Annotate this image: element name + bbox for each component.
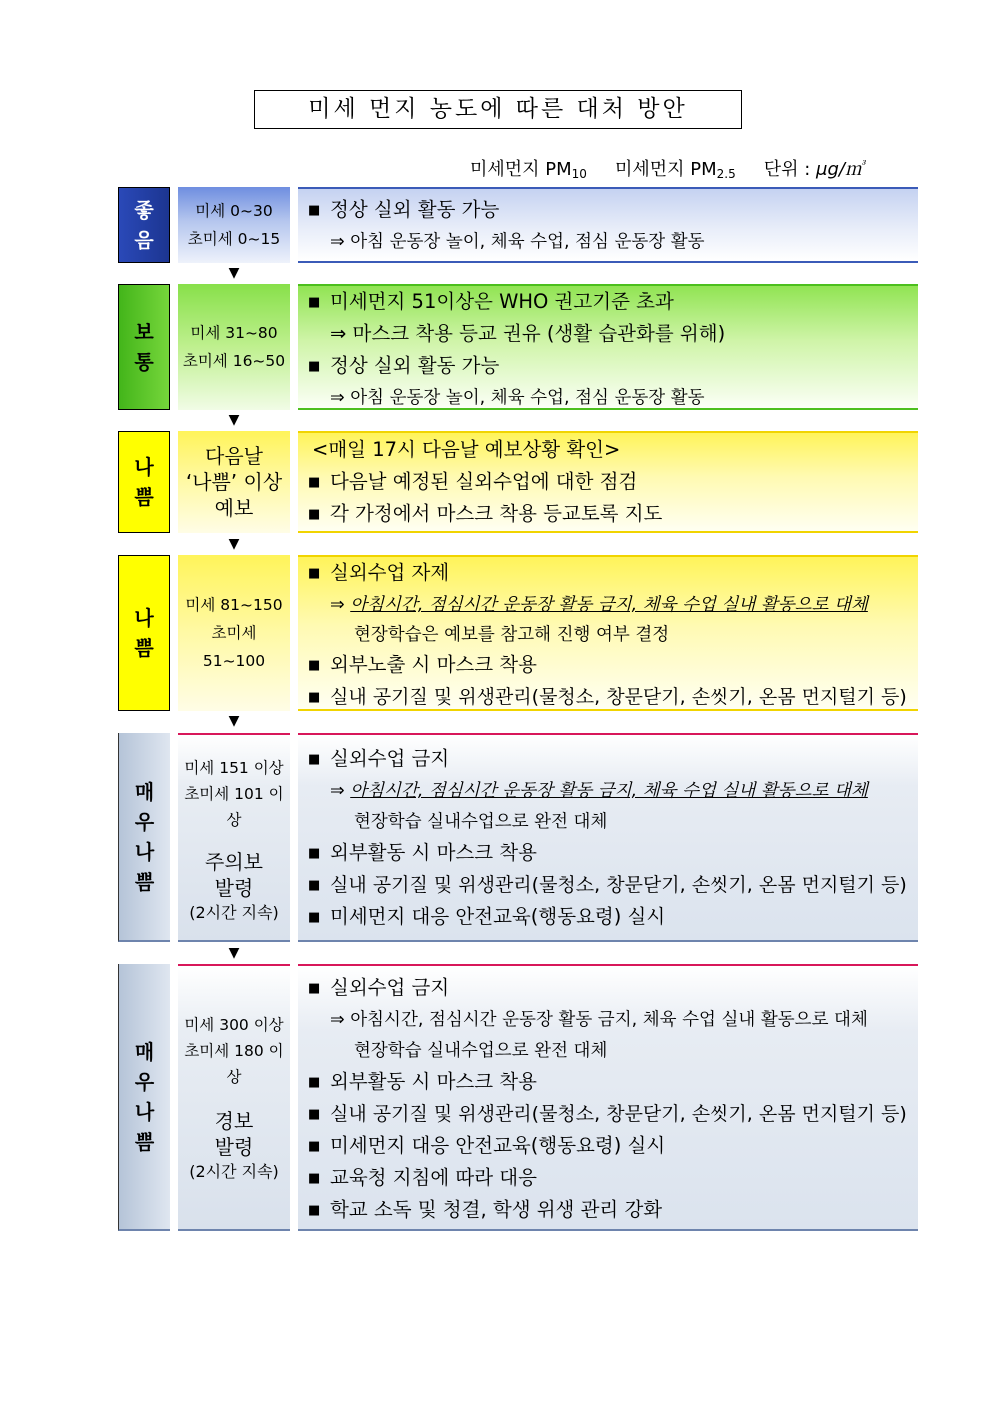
level-char: 나	[134, 839, 155, 864]
action-item: ■ 미세먼지 대응 안전교육(행동요령) 실시	[308, 901, 918, 933]
notice-label: 주의보	[205, 849, 263, 874]
down-arrow-icon: ▼	[228, 265, 240, 281]
actions-good	[298, 187, 918, 263]
action-item: ■ 정상 실외 활동 가능	[308, 350, 918, 382]
action-detail: ⇒ 아침시간, 점심시간 운동장 활동 금지, 체육 수업 실내 활동으로 대체	[330, 595, 868, 615]
level-char: 나	[134, 1099, 155, 1124]
pm25-label: 미세먼지 PM	[614, 159, 717, 180]
level-good	[118, 187, 170, 263]
action-item: ■ 실내 공기질 및 위생관리(물청소, 창문닫기, 손씻기, 온몸 먼지털기 등)	[308, 1098, 918, 1130]
level-char: 우	[134, 1069, 155, 1094]
bullet-icon: ■	[308, 507, 321, 522]
action-detail: ⇒ 아침 운동장 놀이, 체육 수업, 점심 운동장 활동	[330, 388, 705, 408]
action-detail: 현장학습 실내수업으로 완전 대체	[354, 1041, 608, 1061]
level-very-bad-advisory	[118, 733, 170, 942]
bullet-icon: ■	[308, 295, 321, 310]
range-line: 미세 0~30	[195, 202, 273, 220]
bullet-icon: ■	[308, 981, 321, 996]
pm25-subscript: 2.5	[716, 167, 736, 181]
bullet-icon: ■	[308, 910, 321, 925]
action-item: ■ 외부활동 시 마스크 착용	[308, 837, 918, 869]
notice-label: 경보	[214, 1108, 254, 1133]
range-line: 미세 31~80	[190, 324, 278, 342]
bullet-icon: ■	[308, 752, 321, 767]
action-item: ■ 실외수업 금지	[308, 972, 918, 1004]
bullet-icon: ■	[308, 203, 321, 218]
actions-bad	[298, 555, 918, 711]
range-line: 초미세 16~50	[182, 352, 286, 370]
level-char: 쁨	[134, 869, 155, 894]
bullet-icon: ■	[308, 566, 321, 581]
action-item: ■ 실내 공기질 및 위생관리(물청소, 창문닫기, 손씻기, 온몸 먼지털기 등)	[308, 869, 918, 901]
range-very-bad-warning	[178, 964, 290, 1231]
unit-value: μg/㎥	[816, 159, 863, 180]
range-line: ‘나쁨’ 이상	[185, 470, 283, 494]
range-line: 미세 81~150	[185, 596, 283, 614]
pm10-subscript: 10	[571, 167, 587, 181]
action-item: ■ 각 가정에서 마스크 착용 등교토록 지도	[308, 498, 918, 530]
level-char: 매	[134, 1039, 155, 1064]
level-bad	[118, 555, 170, 711]
level-char: 보	[134, 320, 154, 344]
range-very-bad-advisory	[178, 733, 290, 942]
bullet-icon: ■	[308, 878, 321, 893]
page-title: 미세 먼지 농도에 따른 대처 방안	[254, 90, 742, 129]
action-item: ■ 교육청 지침에 따라 대응	[308, 1162, 918, 1194]
range-line: 다음날	[205, 444, 263, 468]
range-moderate	[178, 284, 290, 410]
bullet-icon: ■	[308, 690, 321, 705]
action-item: ■ 실외수업 금지	[308, 743, 918, 775]
range-line: 미세 300 이상	[184, 1015, 284, 1034]
units-legend	[470, 158, 863, 186]
unit-label: 단위 :	[763, 159, 811, 180]
action-item: ■ 실내 공기질 및 위생관리(물청소, 창문닫기, 손씻기, 온몸 먼지털기 등)	[308, 681, 918, 713]
action-item: ■ 미세먼지 51이상은 WHO 권고기준 초과	[308, 286, 918, 318]
notice-label: 발령	[214, 1134, 254, 1159]
actions-very-bad-advisory	[298, 733, 918, 942]
action-item: ■ 다음날 예정된 실외수업에 대한 점검	[308, 466, 918, 498]
action-item: ■ 외부활동 시 마스크 착용	[308, 1066, 918, 1098]
range-line: 초미세 51~100	[202, 624, 266, 670]
action-detail: ⇒ 아침 운동장 놀이, 체육 수업, 점심 운동장 활동	[330, 232, 705, 252]
action-item: ■ 미세먼지 대응 안전교육(행동요령) 실시	[308, 1130, 918, 1162]
actions-bad-forecast	[298, 431, 918, 533]
notice-label: 발령	[214, 875, 254, 900]
down-arrow-icon: ▼	[228, 713, 240, 729]
range-line: 초미세 0~15	[187, 230, 281, 248]
pm10-label: 미세먼지 PM	[470, 159, 572, 180]
range-line: 초미세 180 이상	[184, 1041, 284, 1086]
action-detail: 현장학습 실내수업으로 완전 대체	[354, 812, 608, 832]
level-char: 쁨	[134, 485, 154, 509]
bullet-icon: ■	[308, 658, 321, 673]
range-bad-forecast	[178, 431, 290, 533]
level-char: 나	[134, 455, 154, 479]
down-arrow-icon: ▼	[228, 945, 240, 961]
range-line: 미세 151 이상	[184, 758, 284, 777]
range-bad	[178, 555, 290, 711]
action-item: ■ 실외수업 자제	[308, 557, 918, 589]
bullet-icon: ■	[308, 1107, 321, 1122]
down-arrow-icon: ▼	[228, 536, 240, 552]
level-bad-forecast	[118, 431, 170, 533]
action-item: ■ 학교 소독 및 청결, 학생 위생 관리 강화	[308, 1194, 918, 1226]
action-detail: ⇒ 아침시간, 점심시간 운동장 활동 금지, 체육 수업 실내 활동으로 대체	[330, 781, 868, 801]
range-line: 초미세 101 이상	[184, 784, 284, 829]
down-arrow-icon: ▼	[228, 412, 240, 428]
bullet-icon: ■	[308, 1171, 321, 1186]
action-detail: 현장학습은 예보를 참고해 진행 여부 결정	[354, 625, 670, 645]
level-char: 음	[134, 228, 154, 252]
level-char: 쁨	[134, 1129, 155, 1154]
action-heading: <매일 17시 다음날 예보상황 확인>	[312, 438, 621, 461]
action-item: ■ 정상 실외 활동 가능	[308, 194, 918, 226]
range-line: 예보	[214, 496, 254, 520]
bullet-icon: ■	[308, 846, 321, 861]
level-char: 좋	[134, 198, 154, 222]
bullet-icon: ■	[308, 1075, 321, 1090]
bullet-icon: ■	[308, 359, 321, 374]
action-detail: ⇒ 마스크 착용 등교 권유 (생활 습관화를 위해)	[330, 322, 726, 345]
actions-moderate	[298, 284, 918, 410]
bullet-icon: ■	[308, 1203, 321, 1218]
range-good	[178, 187, 290, 263]
level-char: 나	[134, 606, 154, 630]
notice-duration: (2시간 지속)	[189, 902, 279, 922]
level-very-bad-warning	[118, 964, 170, 1231]
level-char: 통	[134, 350, 154, 374]
notice-duration: (2시간 지속)	[189, 1161, 279, 1181]
level-char: 쁨	[134, 636, 154, 660]
bullet-icon: ■	[308, 475, 321, 490]
level-moderate	[118, 284, 170, 410]
action-item: ■ 외부노출 시 마스크 착용	[308, 649, 918, 681]
bullet-icon: ■	[308, 1139, 321, 1154]
level-char: 우	[134, 809, 155, 834]
level-char: 매	[134, 779, 155, 804]
action-detail: ⇒ 아침시간, 점심시간 운동장 활동 금지, 체육 수업 실내 활동으로 대체	[330, 1010, 868, 1030]
actions-very-bad-warning	[298, 964, 918, 1231]
